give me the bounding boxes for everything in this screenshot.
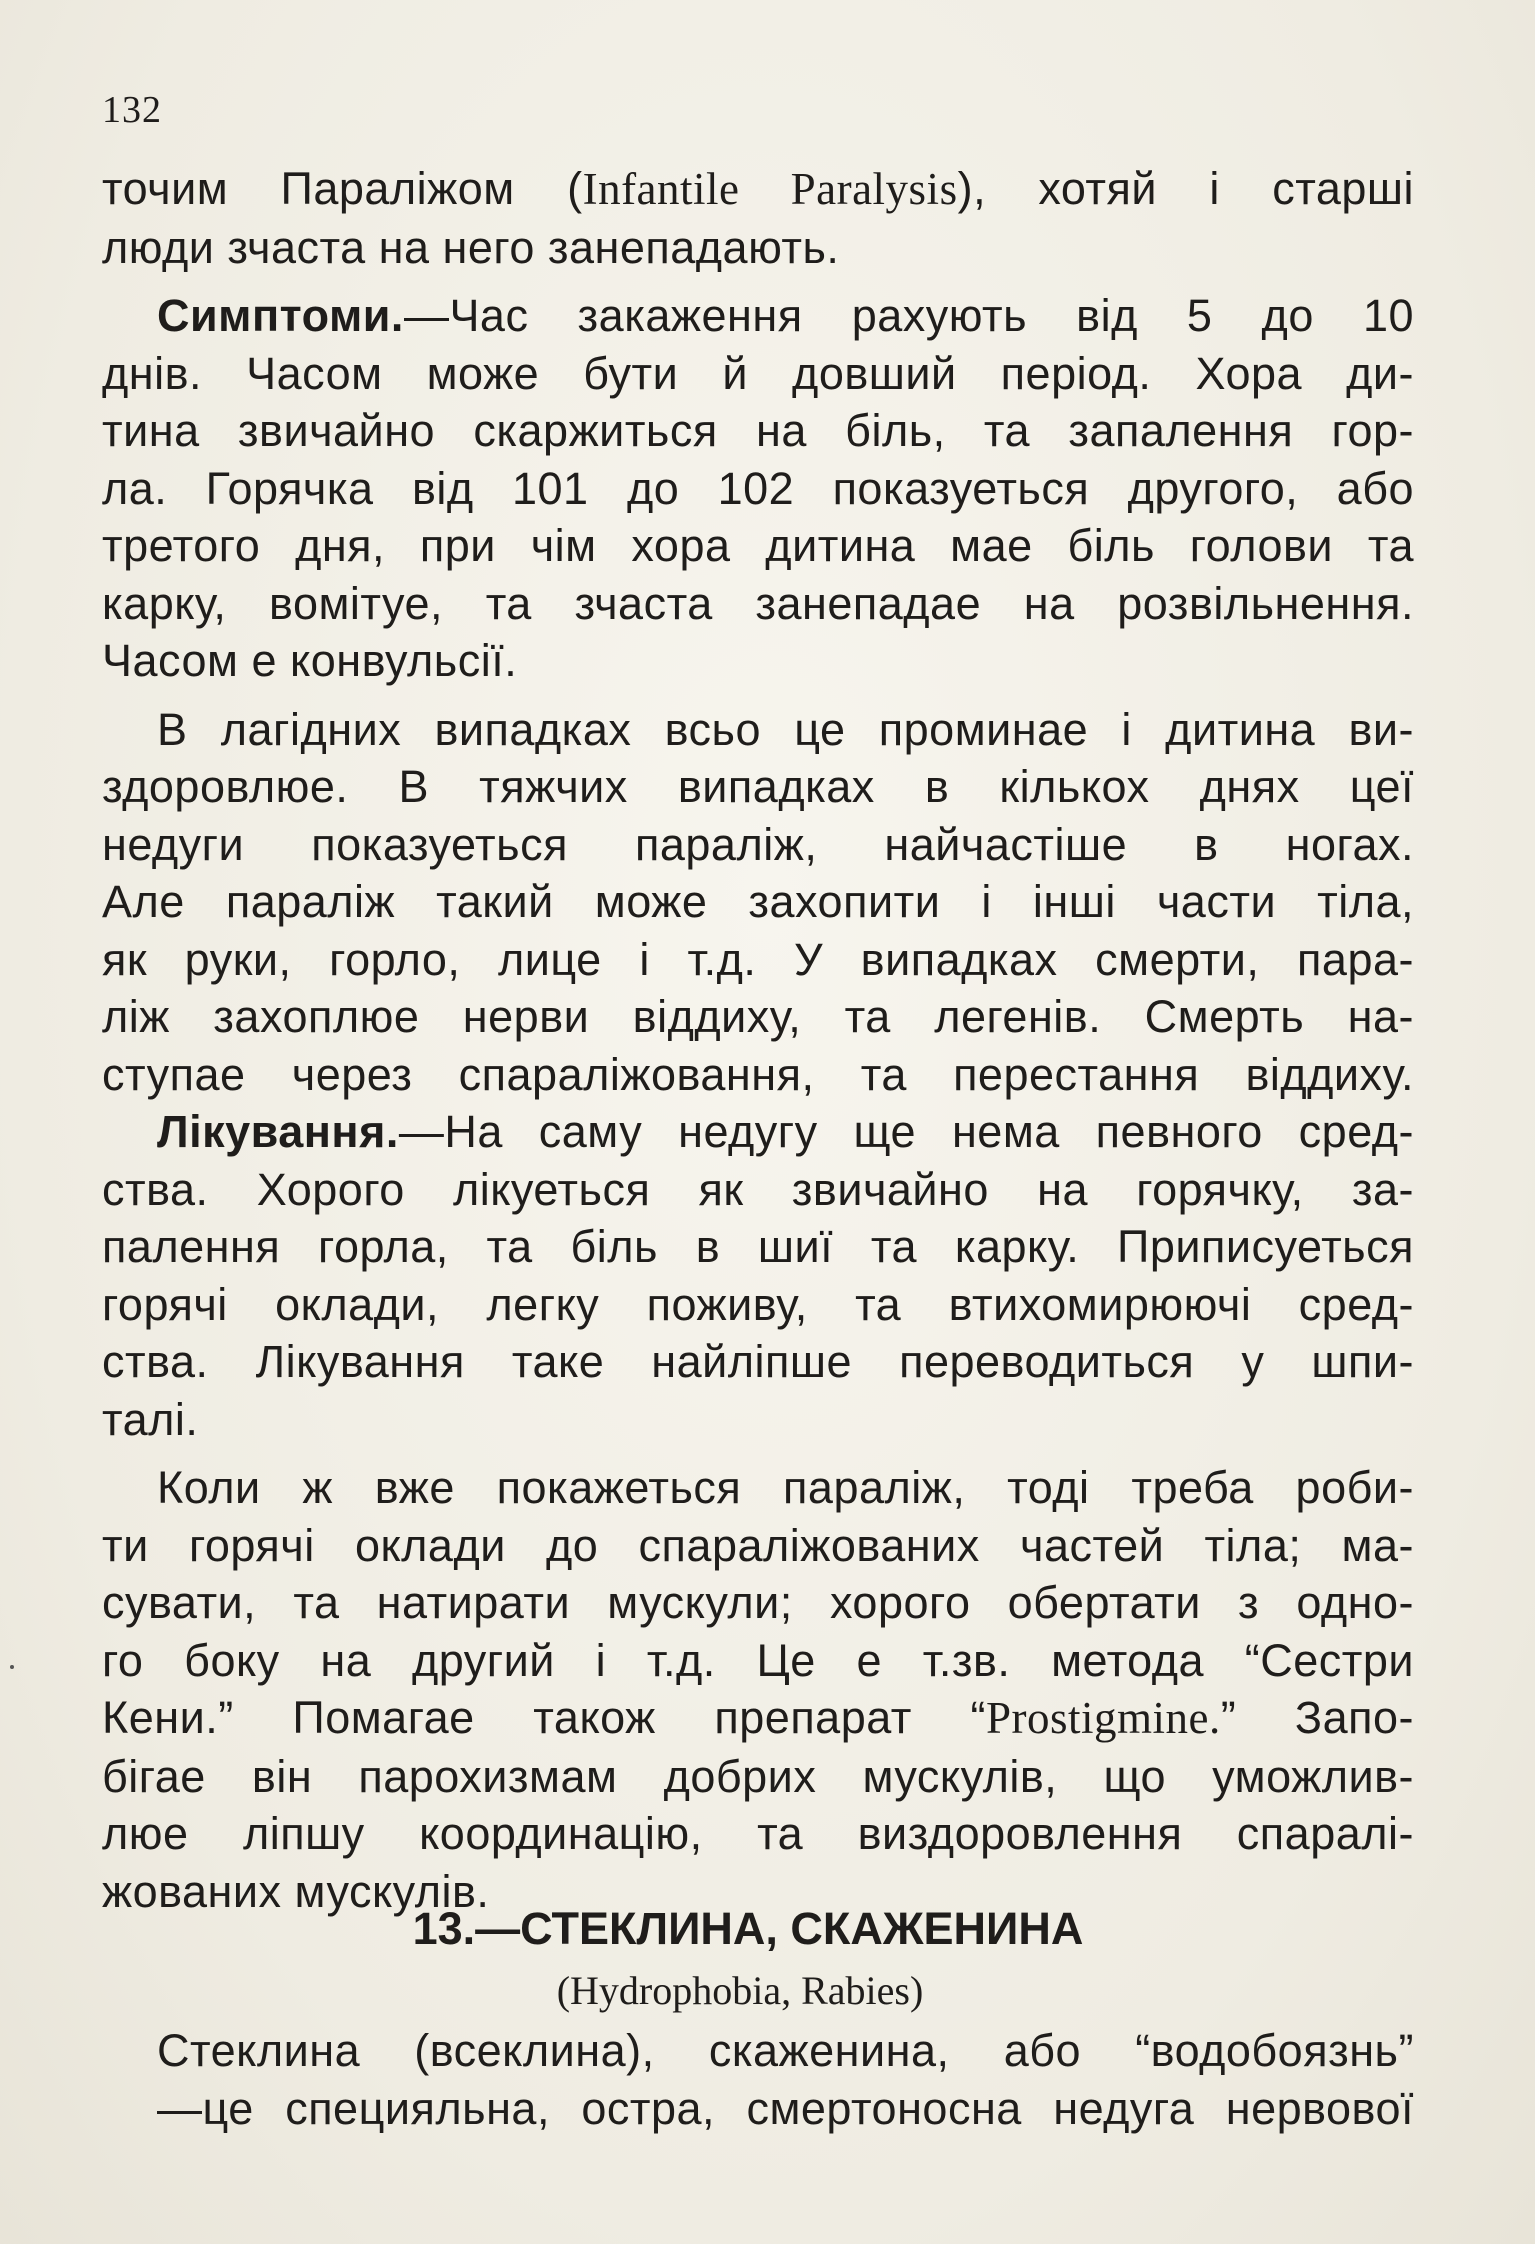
text-line: жованих мускулiв. xyxy=(102,1865,490,1917)
text-line: Стеклина (всеклина), скаженина, або “водобоязнь” xyxy=(157,2025,1414,2076)
text-line: недуги показуеться паралiж, найчастiше в ногах. xyxy=(102,818,1414,870)
text-segment: точим Паралiжом ( xyxy=(102,163,583,214)
print-speck xyxy=(10,1665,14,1669)
section-label: Лiкування. xyxy=(157,1106,399,1157)
text-line: ти горячi оклади до спаралiжованих частей тiла; ма- xyxy=(102,1519,1414,1571)
latin-term: Prostigmine. xyxy=(986,1693,1221,1743)
text-line: Коли ж вже покажеться паралiж, тодi треба роби- xyxy=(157,1462,1414,1513)
text-segment: Кени.” Помагае також препарат “ xyxy=(102,1692,987,1743)
text-line: ступае через спаралiжовання, та перестання вiддиху. xyxy=(102,1048,1414,1100)
text-line xyxy=(102,1103,1414,1161)
text-line: днiв. Часом може бути й довший перiод. Хора ди- xyxy=(102,347,1414,399)
text-line xyxy=(102,160,1414,219)
text-segment: —Час закаження рахують вiд 5 до 10 xyxy=(403,290,1414,341)
text-line: В лагiдних випадках всьо це проминае i дитина ви- xyxy=(157,703,1414,755)
page-number: 132 xyxy=(102,89,162,131)
text-line xyxy=(102,287,1414,345)
text-line: —це специяльна, остра, смертоносна недуга нервової xyxy=(157,2083,1414,2134)
text-line: талi. xyxy=(102,1393,199,1445)
text-line: люе лiпшу координацiю, та виздоровлення спаралi- xyxy=(102,1808,1414,1859)
section-label: Симптоми. xyxy=(157,290,404,341)
text-line xyxy=(102,1689,1414,1748)
latin-term: Infantile Paralysis xyxy=(582,164,958,214)
section-subheading: (Hydrophobia, Rabies) xyxy=(556,1968,924,2013)
text-line: горячi оклади, легку поживу, та втихомирюючi сред- xyxy=(102,1278,1414,1330)
text-line: лiж захоплюе нерви вiддиху, та легенiв. Смерть на- xyxy=(102,991,1414,1042)
text-line: ства. Хорого лiкуеться як звичайно на горячку, за- xyxy=(102,1163,1414,1215)
text-line: бiгае вiн парохизмам добрих мускулiв, що уможлив- xyxy=(102,1750,1414,1802)
section-heading: 13.—СТЕКЛИНА, СКАЖЕНИНА xyxy=(412,1903,1084,1954)
section-text xyxy=(102,2022,1414,2138)
text-line: палення горла, та бiль в шиї та карку. Приписуеться xyxy=(102,1221,1414,1272)
text-line: карку, вомiтуе, та зчаста занепадае на розвiльнення. xyxy=(102,577,1414,629)
text-segment: ), хотяй i старшi xyxy=(957,163,1414,214)
text-line: люди зчаста на него занепадають. xyxy=(102,221,840,273)
text-line: третого дня, при чiм хора дитина мае бiль голови та xyxy=(102,520,1414,571)
text-line: Часом е конвульсiї. xyxy=(102,635,518,686)
text-segment: ” Запо- xyxy=(1220,1692,1414,1743)
text-line: як руки, горло, лице i т.д. У випадках смерти, пара- xyxy=(102,933,1414,985)
text-line: ства. Лiкування таке найлiпше переводиться у шпи- xyxy=(102,1336,1414,1387)
text-line: сувати, та натирати мускули; хорого обертати з одно- xyxy=(102,1577,1414,1628)
text-line: ла. Горячка вiд 101 до 102 показуеться другого, або xyxy=(102,462,1414,514)
text-line: го боку на другий i т.д. Це е т.зв. метода “Сестри xyxy=(102,1634,1414,1686)
text-line: здоровлюе. В тяжчих випадках в кiлькох днях цеї xyxy=(102,761,1414,812)
text-line: тина звичайно скаржиться на бiль, та запалення гор- xyxy=(102,405,1414,456)
body-text xyxy=(102,160,1414,1920)
text-segment: —На саму недугу ще нема певного сред- xyxy=(398,1106,1414,1157)
text-line: Але паралiж такий може захопити i iншi части тiла, xyxy=(102,876,1414,927)
